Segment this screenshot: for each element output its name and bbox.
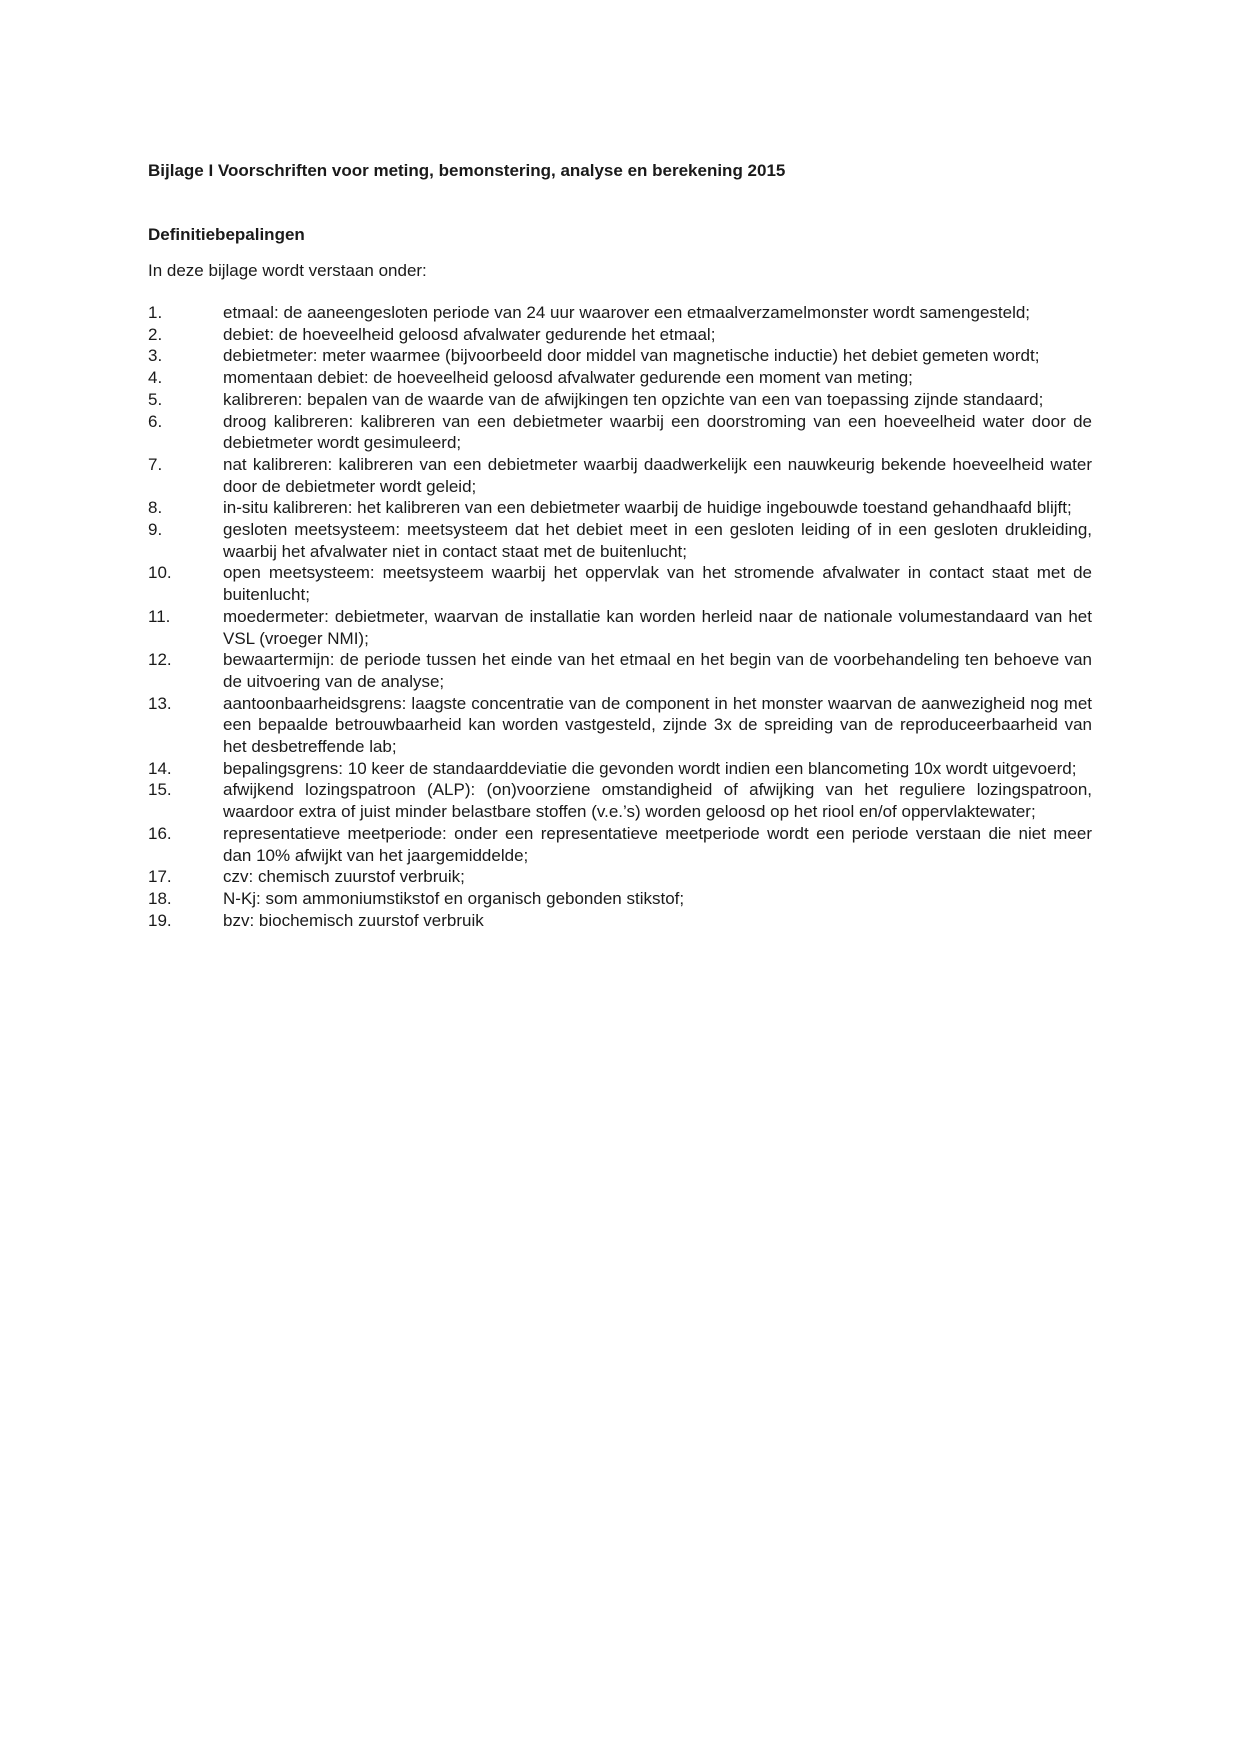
definition-item	[148, 649, 1092, 692]
definition-number: 15.	[148, 780, 172, 800]
definition-text: moedermeter: debietmeter, waarvan de installatie kan worden herleid naar de nationale volumestandaard van het VSL (vroeger NMI);	[223, 606, 1092, 648]
definition-number: 5.	[148, 389, 163, 409]
definition-number: 3.	[148, 346, 163, 366]
definition-item	[148, 454, 1092, 497]
definition-number: 1.	[148, 303, 163, 322]
definition-item	[148, 693, 1092, 758]
definition-text: N-Kj: som ammoniumstikstof en organisch gebonden stikstof;	[223, 888, 685, 908]
definition-number: 4.	[148, 368, 163, 388]
definition-item	[148, 758, 1092, 780]
definition-item	[148, 324, 1092, 346]
definition-item	[148, 823, 1092, 866]
definition-text: representatieve meetperiode: onder een representatieve meetperiode wordt een periode verstaan die niet meer dan 10% afwijkt van het jaargemiddelde;	[223, 823, 1092, 865]
document-content	[148, 160, 1092, 931]
definition-item	[148, 389, 1092, 411]
definition-number: 8.	[148, 498, 163, 518]
definition-item	[148, 497, 1092, 519]
definition-text: etmaal: de aaneengesloten periode van 24 uur waarover een etmaalverzamelmonster wordt samengesteld;	[223, 303, 1031, 322]
definition-number: 19.	[148, 910, 172, 930]
definition-item	[148, 606, 1092, 649]
definitions-list	[148, 302, 1092, 931]
definition-item	[148, 779, 1092, 822]
definition-item	[148, 345, 1092, 367]
definition-text: in-situ kalibreren: het kalibreren van een debietmeter waarbij de huidige ingebouwde toestand gehandhaafd blijft;	[223, 498, 1072, 518]
definition-number: 7.	[148, 454, 163, 474]
definition-text: bepalingsgrens: 10 keer de standaarddeviatie die gevonden wordt indien een blancometing 10x wordt uitgevoerd;	[223, 758, 1077, 778]
definition-item	[148, 888, 1092, 910]
definition-item	[148, 910, 1092, 932]
definition-text: debiet: de hoeveelheid geloosd afvalwater gedurende het etmaal;	[223, 324, 716, 344]
definition-item	[148, 562, 1092, 605]
section-heading: Definitiebepalingen	[148, 225, 305, 244]
definition-text: kalibreren: bepalen van de waarde van de afwijkingen ten opzichte van een van toepassing zijnde standaard;	[223, 389, 1044, 409]
definition-number: 14.	[148, 758, 172, 778]
definition-text: bewaartermijn: de periode tussen het einde van het etmaal en het begin van de voorbehandeling ten behoeve van de uitvoering van de analyse;	[223, 650, 1092, 691]
definition-number: 17.	[148, 867, 172, 887]
definition-number: 13.	[148, 693, 172, 713]
definition-item	[148, 367, 1092, 389]
definition-text: open meetsysteem: meetsysteem waarbij het oppervlak van het stromende afvalwater in contact staat met de buitenlucht;	[223, 563, 1092, 605]
definition-text: nat kalibreren: kalibreren van een debietmeter waarbij daadwerkelijk een nauwkeurig bekende hoeveelheid water door de debietmeter wordt geleid;	[223, 454, 1092, 496]
intro-paragraph: In deze bijlage wordt verstaan onder:	[148, 261, 427, 280]
definition-number: 16.	[148, 823, 172, 843]
definition-item	[148, 866, 1092, 888]
definition-text: afwijkend lozingspatroon (ALP): (on)voorziene omstandigheid of afwijking van het reguliere lozingspatroon, waardoor extra of juist minder belastbare stoffen (v.e.’s) worden geloosd op het riool en/of oppervlaktewater;	[223, 780, 1092, 822]
definition-number: 6.	[148, 411, 163, 431]
definition-item	[148, 411, 1092, 454]
definition-number: 18.	[148, 888, 172, 908]
definition-text: gesloten meetsysteem: meetsysteem dat het debiet meet in een gesloten leiding of in een gesloten drukleiding, waarbij het afvalwater niet in contact staat met de buitenlucht;	[223, 520, 1092, 561]
definition-number: 12.	[148, 650, 172, 670]
definition-text: bzv: biochemisch zuurstof verbruik	[223, 910, 484, 930]
definition-text: aantoonbaarheidsgrens: laagste concentratie van de component in het monster waarvan de aanwezigheid nog met een bepaalde betrouwbaarheid kan worden vastgesteld, zijnde 3x de spreiding van de reproduceerbaarheid van het desbetreffende lab;	[223, 693, 1092, 757]
definition-number: 2.	[148, 324, 163, 344]
definition-text: debietmeter: meter waarmee (bijvoorbeeld door middel van magnetische inductie) het debiet gemeten wordt;	[223, 346, 1040, 366]
definition-number: 9.	[148, 520, 163, 540]
definition-number: 11.	[148, 606, 171, 626]
definition-number: 10.	[148, 563, 172, 583]
definition-item	[148, 519, 1092, 562]
definition-text: droog kalibreren: kalibreren van een debietmeter waarbij een doorstroming van een hoeveelheid water door de debietmeter wordt gesimuleerd;	[223, 411, 1092, 453]
definition-text: momentaan debiet: de hoeveelheid geloosd afvalwater gedurende een moment van meting;	[223, 368, 913, 388]
definition-item	[148, 302, 1092, 324]
definition-text: czv: chemisch zuurstof verbruik;	[223, 867, 465, 887]
document-title: Bijlage I Voorschriften voor meting, bemonstering, analyse en berekening 2015	[148, 161, 786, 180]
